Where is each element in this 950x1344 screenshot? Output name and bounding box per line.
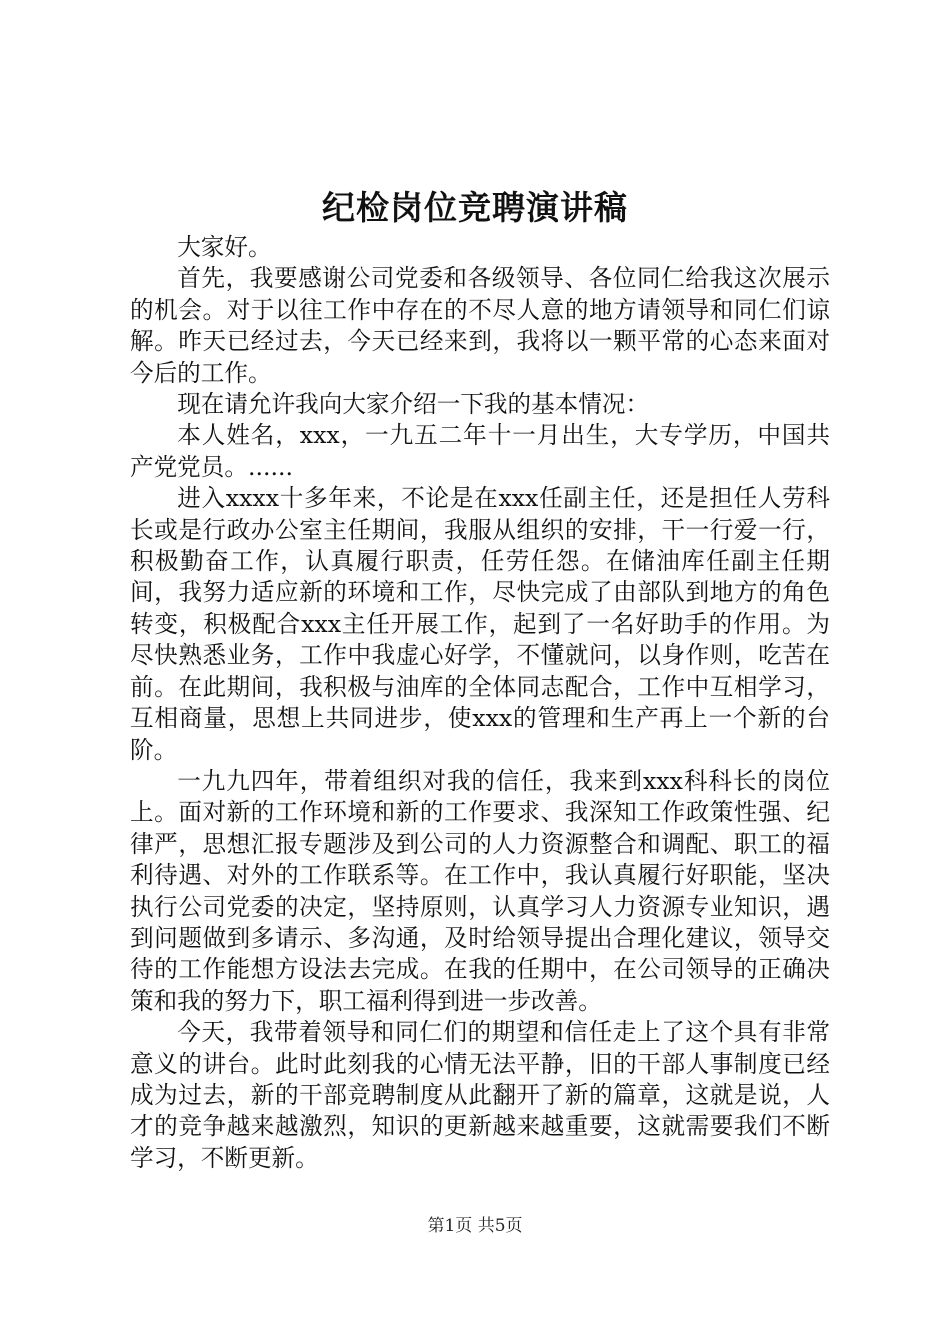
paragraph-basic-info: 本人姓名，xxx，一九五二年十一月出生，大专学历，中国共产党党员。......	[130, 421, 830, 481]
page-footer: 第1页 共5页	[427, 1216, 523, 1236]
paragraph-section-chief: 一九九四年，带着组织对我的信任，我来到xxx科科长的岗位上。面对新的工作环境和新的工作要求、我深知工作政策性强、纪律严，思想汇报专题涉及到公司的人力资源整合和调配、职工的福利待遇、对外的工作联系等。在工作中，我认真履行好职能，坚决执行公司党委的决定，坚持原则，认真学习人力资源专业知识，遇到问题做到多请示、多沟通，及时给领导提出合理化建议，领导交待的工作能想方设法去完成。在我的任期中，在公司领导的正确决策和我的努力下，职工福利得到进一步改善。	[130, 766, 830, 1015]
document-title: 纪检岗位竞聘演讲稿	[322, 188, 628, 227]
paragraph-work-history: 进入xxxx十多年来，不论是在xxx任副主任，还是担任人劳科长或是行政办公室主任期间，我服从组织的安排，干一行爱一行，积极勤奋工作，认真履行职责，任劳任怨。在储油库任副主任期间，我努力适应新的环境和工作，尽快完成了由部队到地方的角色转变，积极配合xxx主任开展工作，起到了一名好助手的作用。为尽快熟悉业务，工作中我虚心好学，不懂就问，以身作则，吃苦在前。在此期间，我积极与油库的全体同志配合，工作中互相学习，互相商量，思想上共同进步，使xxx的管理和生产再上一个新的台阶。	[130, 484, 830, 764]
paragraph-thanks: 首先，我要感谢公司党委和各级领导、各位同仁给我这次展示的机会。对于以往工作中存在的不尽人意的地方请领导和同仁们谅解。昨天已经过去，今天已经来到，我将以一颗平常的心态来面对今后的工作。	[130, 264, 830, 387]
paragraph-greeting: 大家好。	[177, 233, 272, 261]
paragraph-introduction: 现在请允许我向大家介绍一下我的基本情况：	[177, 390, 650, 419]
paragraph-today: 今天，我带着领导和同仁们的期望和信任走上了这个具有非常意义的讲台。此时此刻我的心情无法平静，旧的干部人事制度已经成为过去，新的干部竞聘制度从此翻开了新的篇章，这就是说，人才的竞争越来越激烈，知识的更新越来越重要，这就需要我们不断学习，不断更新。	[130, 1018, 830, 1172]
document-body	[130, 232, 830, 1174]
